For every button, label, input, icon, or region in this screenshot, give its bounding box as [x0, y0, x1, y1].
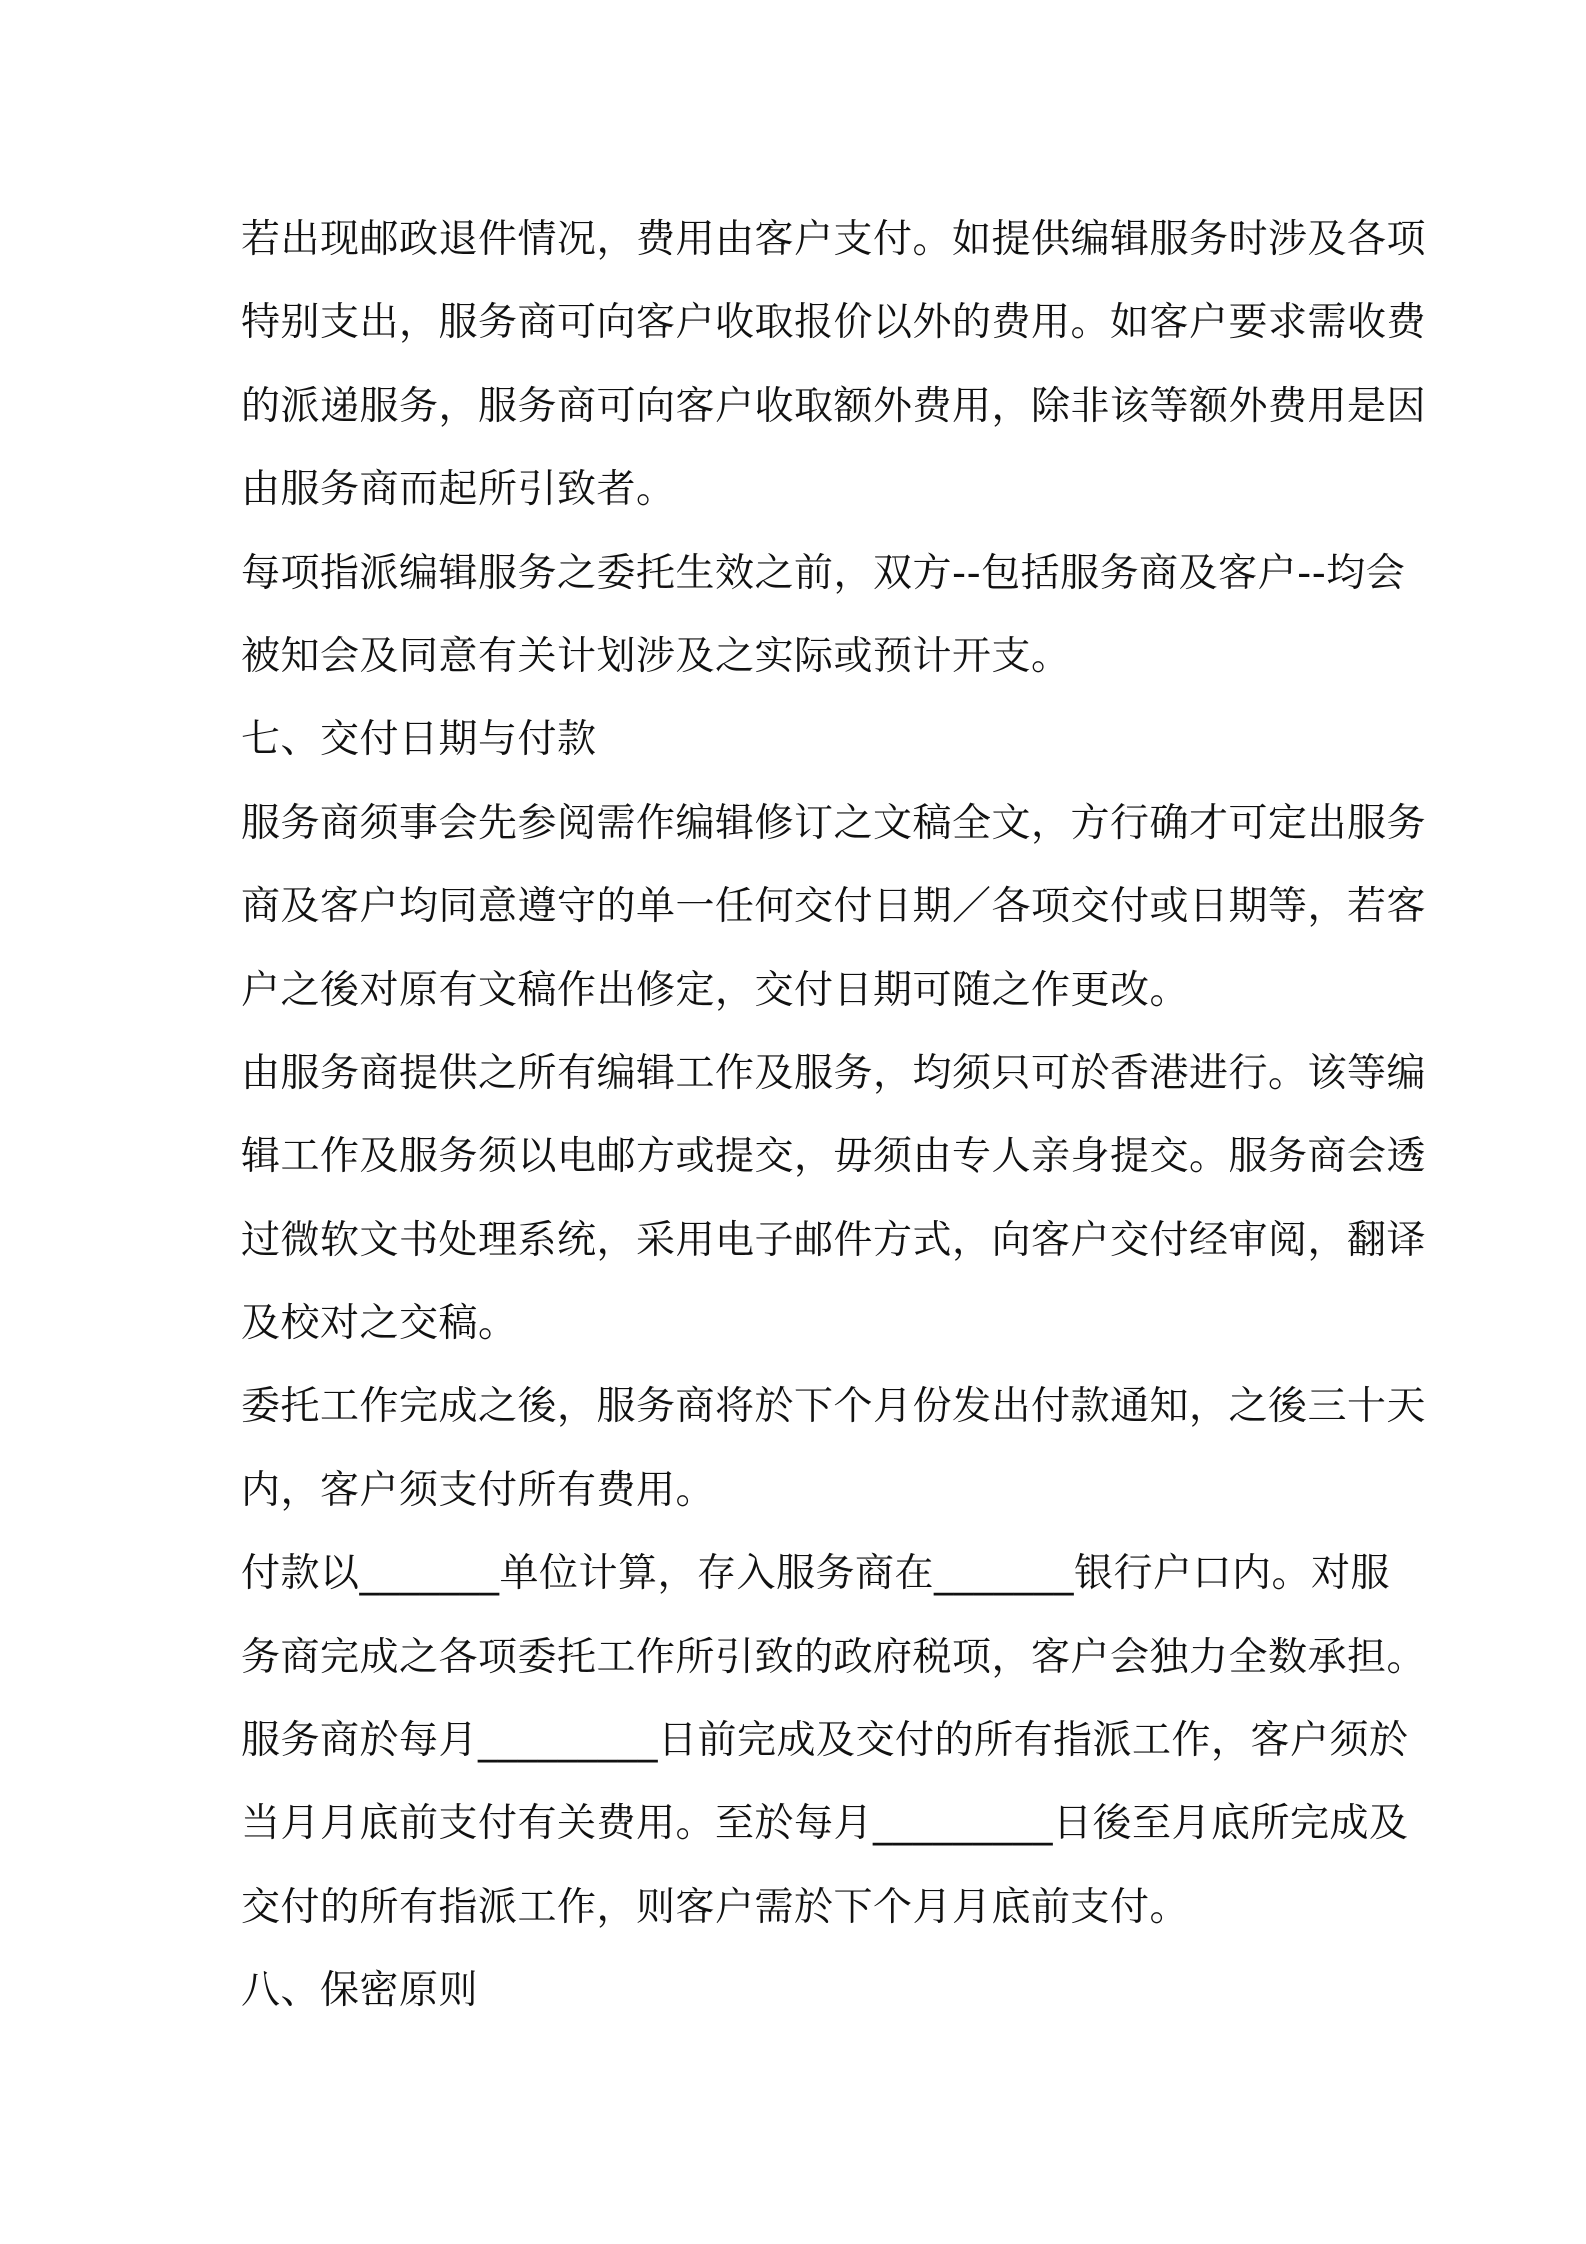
paragraph-line-5: 每项指派编辑服务之委托生效之前，双方--包括服务商及客户--均会: [241, 550, 1406, 596]
paragraph-line-16: 内，客户须支付所有费用。: [241, 1467, 716, 1513]
paragraph-line-2: 特别支出，服务商可向客户收取报价以外的费用。如客户要求需收费: [241, 300, 1427, 346]
paragraph-line-18: 务商完成之各项委托工作所引致的政府税项，客户会独力全数承担。: [241, 1634, 1427, 1680]
paragraph-line-8: 服务商须事会先参阅需作编辑修订之文稿全文，方行确才可定出服务: [241, 800, 1427, 846]
document-page: [241, 198, 1427, 2033]
paragraph-line-15: 委托工作完成之後，服务商将於下个月份发出付款通知，之後三十天: [241, 1384, 1427, 1430]
paragraph-line-9: 商及客户均同意遵守的单一任何交付日期／各项交付或日期等，若客: [241, 884, 1427, 930]
paragraph-line-20: 当月月底前支付有关费用。至於每月_________日後至月底所完成及: [241, 1801, 1409, 1847]
paragraph-line-21: 交付的所有指派工作，则客户需於下个月月底前支付。: [241, 1884, 1190, 1930]
paragraph-line-4: 由服务商而起所引致者。: [241, 467, 676, 513]
paragraph-line-17: 付款以_______单位计算，存入服务商在_______银行户口内。对服: [241, 1551, 1391, 1597]
paragraph-line-13: 过微软文书处理系统，采用电子邮件方式，向客户交付经审阅，翻译: [241, 1217, 1427, 1263]
paragraph-line-3: 的派递服务，服务商可向客户收取额外费用，除非该等额外费用是因: [241, 383, 1427, 429]
paragraph-line-14: 及校对之交稿。: [241, 1301, 518, 1347]
paragraph-line-12: 辑工作及服务须以电邮方或提交，毋须由专人亲身提交。服务商会透: [241, 1134, 1427, 1180]
section-heading-7: 七、交付日期与付款: [241, 717, 597, 763]
paragraph-line-19: 服务商於每月_________日前完成及交付的所有指派工作，客户须於: [241, 1718, 1409, 1764]
paragraph-line-10: 户之後对原有文稿作出修定，交付日期可随之作更改。: [241, 967, 1190, 1013]
section-heading-8: 八、保密原则: [241, 1968, 479, 2014]
paragraph-line-1: 若出现邮政退件情况，费用由客户支付。如提供编辑服务时涉及各项: [241, 217, 1427, 262]
paragraph-line-11: 由服务商提供之所有编辑工作及服务，均须只可於香港进行。该等编: [241, 1050, 1427, 1096]
paragraph-line-6: 被知会及同意有关计划涉及之实际或预计开支。: [241, 633, 1071, 679]
